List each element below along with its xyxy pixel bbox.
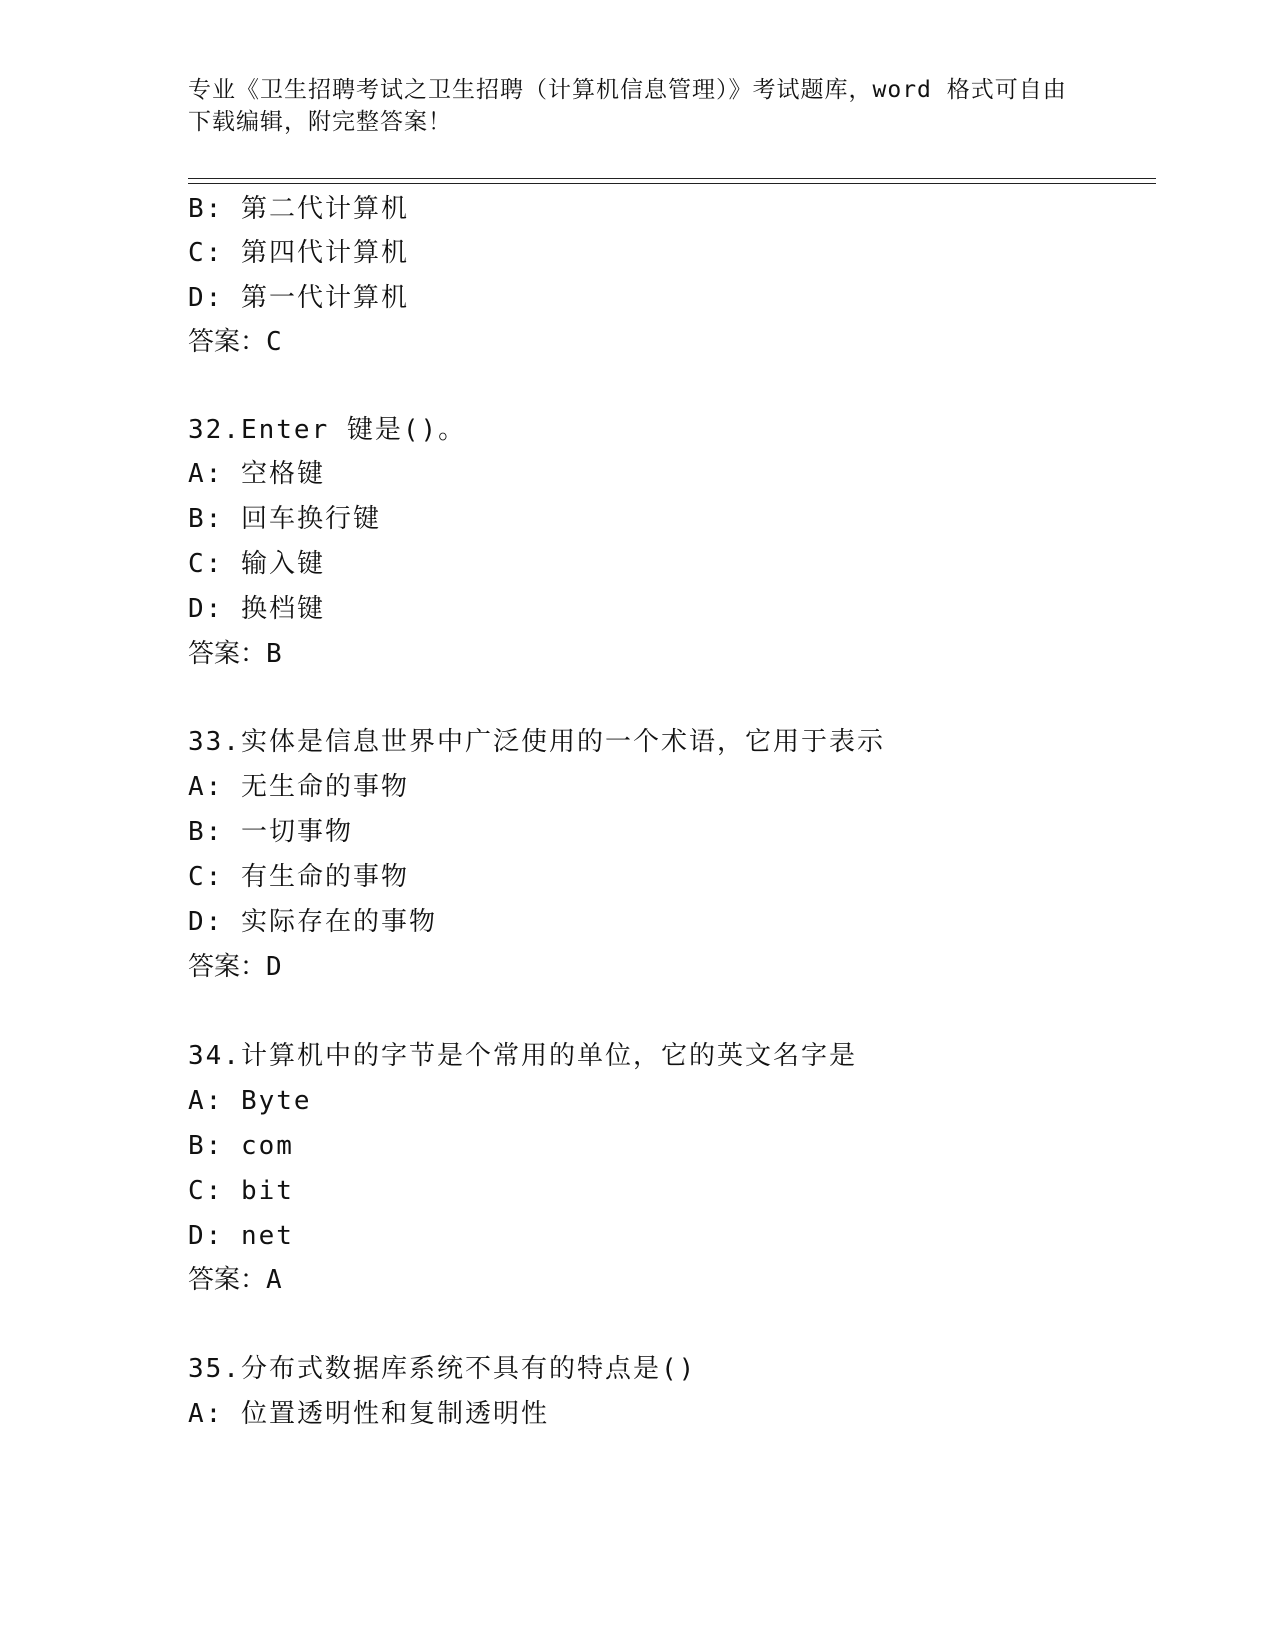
answer-value: B — [266, 639, 282, 669]
answer-line — [188, 950, 282, 984]
answer-value: D — [266, 952, 282, 982]
option-text: A: Byte — [188, 1086, 312, 1116]
option-text: A: 无生命的事物 — [188, 772, 409, 802]
question-text: 33.实体是信息世界中广泛使用的一个术语，它用于表示 — [188, 727, 885, 757]
answer-label: 答案： — [188, 639, 267, 669]
option-text: B: 第二代计算机 — [188, 194, 409, 224]
answer-line — [188, 637, 282, 671]
question-text: 35.分布式数据库系统不具有的特点是() — [188, 1354, 697, 1384]
answer-label: 答案： — [188, 327, 267, 357]
option-text: B: com — [188, 1131, 294, 1161]
option-text: D: net — [188, 1221, 294, 1251]
answer-line — [188, 325, 282, 359]
option-text: A: 位置透明性和复制透明性 — [188, 1399, 549, 1429]
question-text: 34.计算机中的字节是个常用的单位，它的英文名字是 — [188, 1041, 857, 1071]
answer-value: C — [266, 327, 282, 357]
header-divider-bottom — [188, 183, 1156, 184]
answer-label: 答案： — [188, 952, 267, 982]
option-text: D: 换档键 — [188, 594, 325, 624]
option-text: C: 输入键 — [188, 549, 325, 579]
header-divider-top — [188, 178, 1156, 179]
answer-line — [188, 1263, 282, 1297]
option-text: C: 有生命的事物 — [188, 862, 409, 892]
question-text: 32.Enter 键是()。 — [188, 415, 467, 445]
document-header: 专业《卫生招聘考试之卫生招聘（计算机信息管理）》考试题库，word 格式可自由下载编辑，附完整答案！ — [188, 77, 1067, 135]
answer-label: 答案： — [188, 1265, 267, 1295]
option-text: B: 一切事物 — [188, 817, 353, 847]
option-text: A: 空格键 — [188, 459, 325, 489]
option-text: D: 第一代计算机 — [188, 283, 409, 313]
option-text: B: 回车换行键 — [188, 504, 381, 534]
option-text: D: 实际存在的事物 — [188, 907, 437, 937]
option-text: C: bit — [188, 1176, 294, 1206]
answer-value: A — [266, 1265, 282, 1295]
option-text: C: 第四代计算机 — [188, 238, 409, 268]
